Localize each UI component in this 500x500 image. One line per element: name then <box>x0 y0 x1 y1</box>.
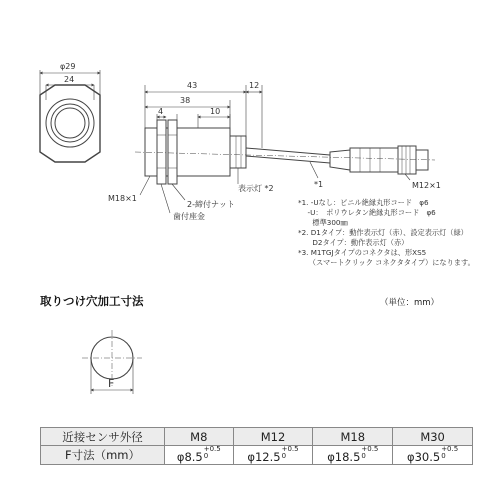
note-line: 標準300㎜ <box>298 218 348 227</box>
f-dimension-label: F <box>108 377 115 390</box>
size-cell: M18 <box>313 428 393 446</box>
tol-upper: +0.5 <box>361 445 379 453</box>
label-washer: 歯付座金 <box>173 212 205 221</box>
note-line: -U： ポリウレタン絶縁丸形コード φ6 <box>298 208 436 217</box>
f-value: φ12.5 <box>247 450 281 464</box>
note-line: D2タイプ：動作表示灯（赤） <box>298 238 409 247</box>
dim-12: 12 <box>249 81 260 90</box>
tolerance <box>441 446 458 460</box>
table-header-row <box>41 428 473 446</box>
size-cell: M30 <box>393 428 473 446</box>
f-value-cell <box>233 446 313 465</box>
f-value: φ30.5 <box>406 450 441 464</box>
tol-upper: +0.5 <box>441 445 459 453</box>
tolerance <box>282 446 299 460</box>
tol-upper: +0.5 <box>281 445 299 453</box>
note-line: （スマートクリック コネクタタイプ）になります。 <box>298 258 475 267</box>
mounting-title: 取りつけ穴加工寸法 <box>40 294 144 308</box>
drawing-notes <box>298 198 475 268</box>
f-value-cell <box>165 446 234 465</box>
label-star1: *1 <box>314 180 324 189</box>
label-nut: 2-締付ナット <box>187 200 235 209</box>
f-dimension-table <box>40 427 473 465</box>
label-m12: M12×1 <box>412 181 441 190</box>
dim-24: 24 <box>64 75 75 84</box>
note-line: *2. D1タイプ：動作表示灯（赤）、設定表示灯（緑） <box>298 228 468 237</box>
dim-10: 10 <box>210 107 221 116</box>
f-value-cell <box>393 446 473 465</box>
header-label: 近接センサ外径 <box>41 428 165 446</box>
tol-lower: 0 <box>203 452 209 460</box>
note-line: *3. M1TGJタイプのコネクタは、形XS5 <box>298 248 427 257</box>
tolerance <box>361 446 378 460</box>
tol-lower: 0 <box>361 452 366 460</box>
table-row <box>41 446 473 465</box>
tol-lower: 0 <box>281 452 287 460</box>
tol-upper: +0.5 <box>203 445 221 453</box>
dim-43: 43 <box>187 81 198 90</box>
f-value: φ18.5 <box>327 450 361 464</box>
tolerance <box>204 446 221 460</box>
dim-4: 4 <box>158 107 164 116</box>
mounting-hole-drawing <box>60 320 170 410</box>
f-value-cell <box>313 446 393 465</box>
row-label: F寸法（mm） <box>41 446 165 465</box>
label-m18: M18×1 <box>108 194 137 203</box>
size-cell: M8 <box>165 428 234 446</box>
dim-phi29: φ29 <box>60 62 76 71</box>
unit-label: （単位：mm） <box>380 298 440 308</box>
note-line: *1. -Uなし：ビニル絶縁丸形コード φ6 <box>298 198 429 207</box>
tol-lower: 0 <box>441 452 446 460</box>
size-cell: M12 <box>233 428 313 446</box>
f-value: φ8.5 <box>176 450 203 464</box>
label-indicator: 表示灯 *2 <box>238 184 274 193</box>
dim-38: 38 <box>180 96 191 105</box>
